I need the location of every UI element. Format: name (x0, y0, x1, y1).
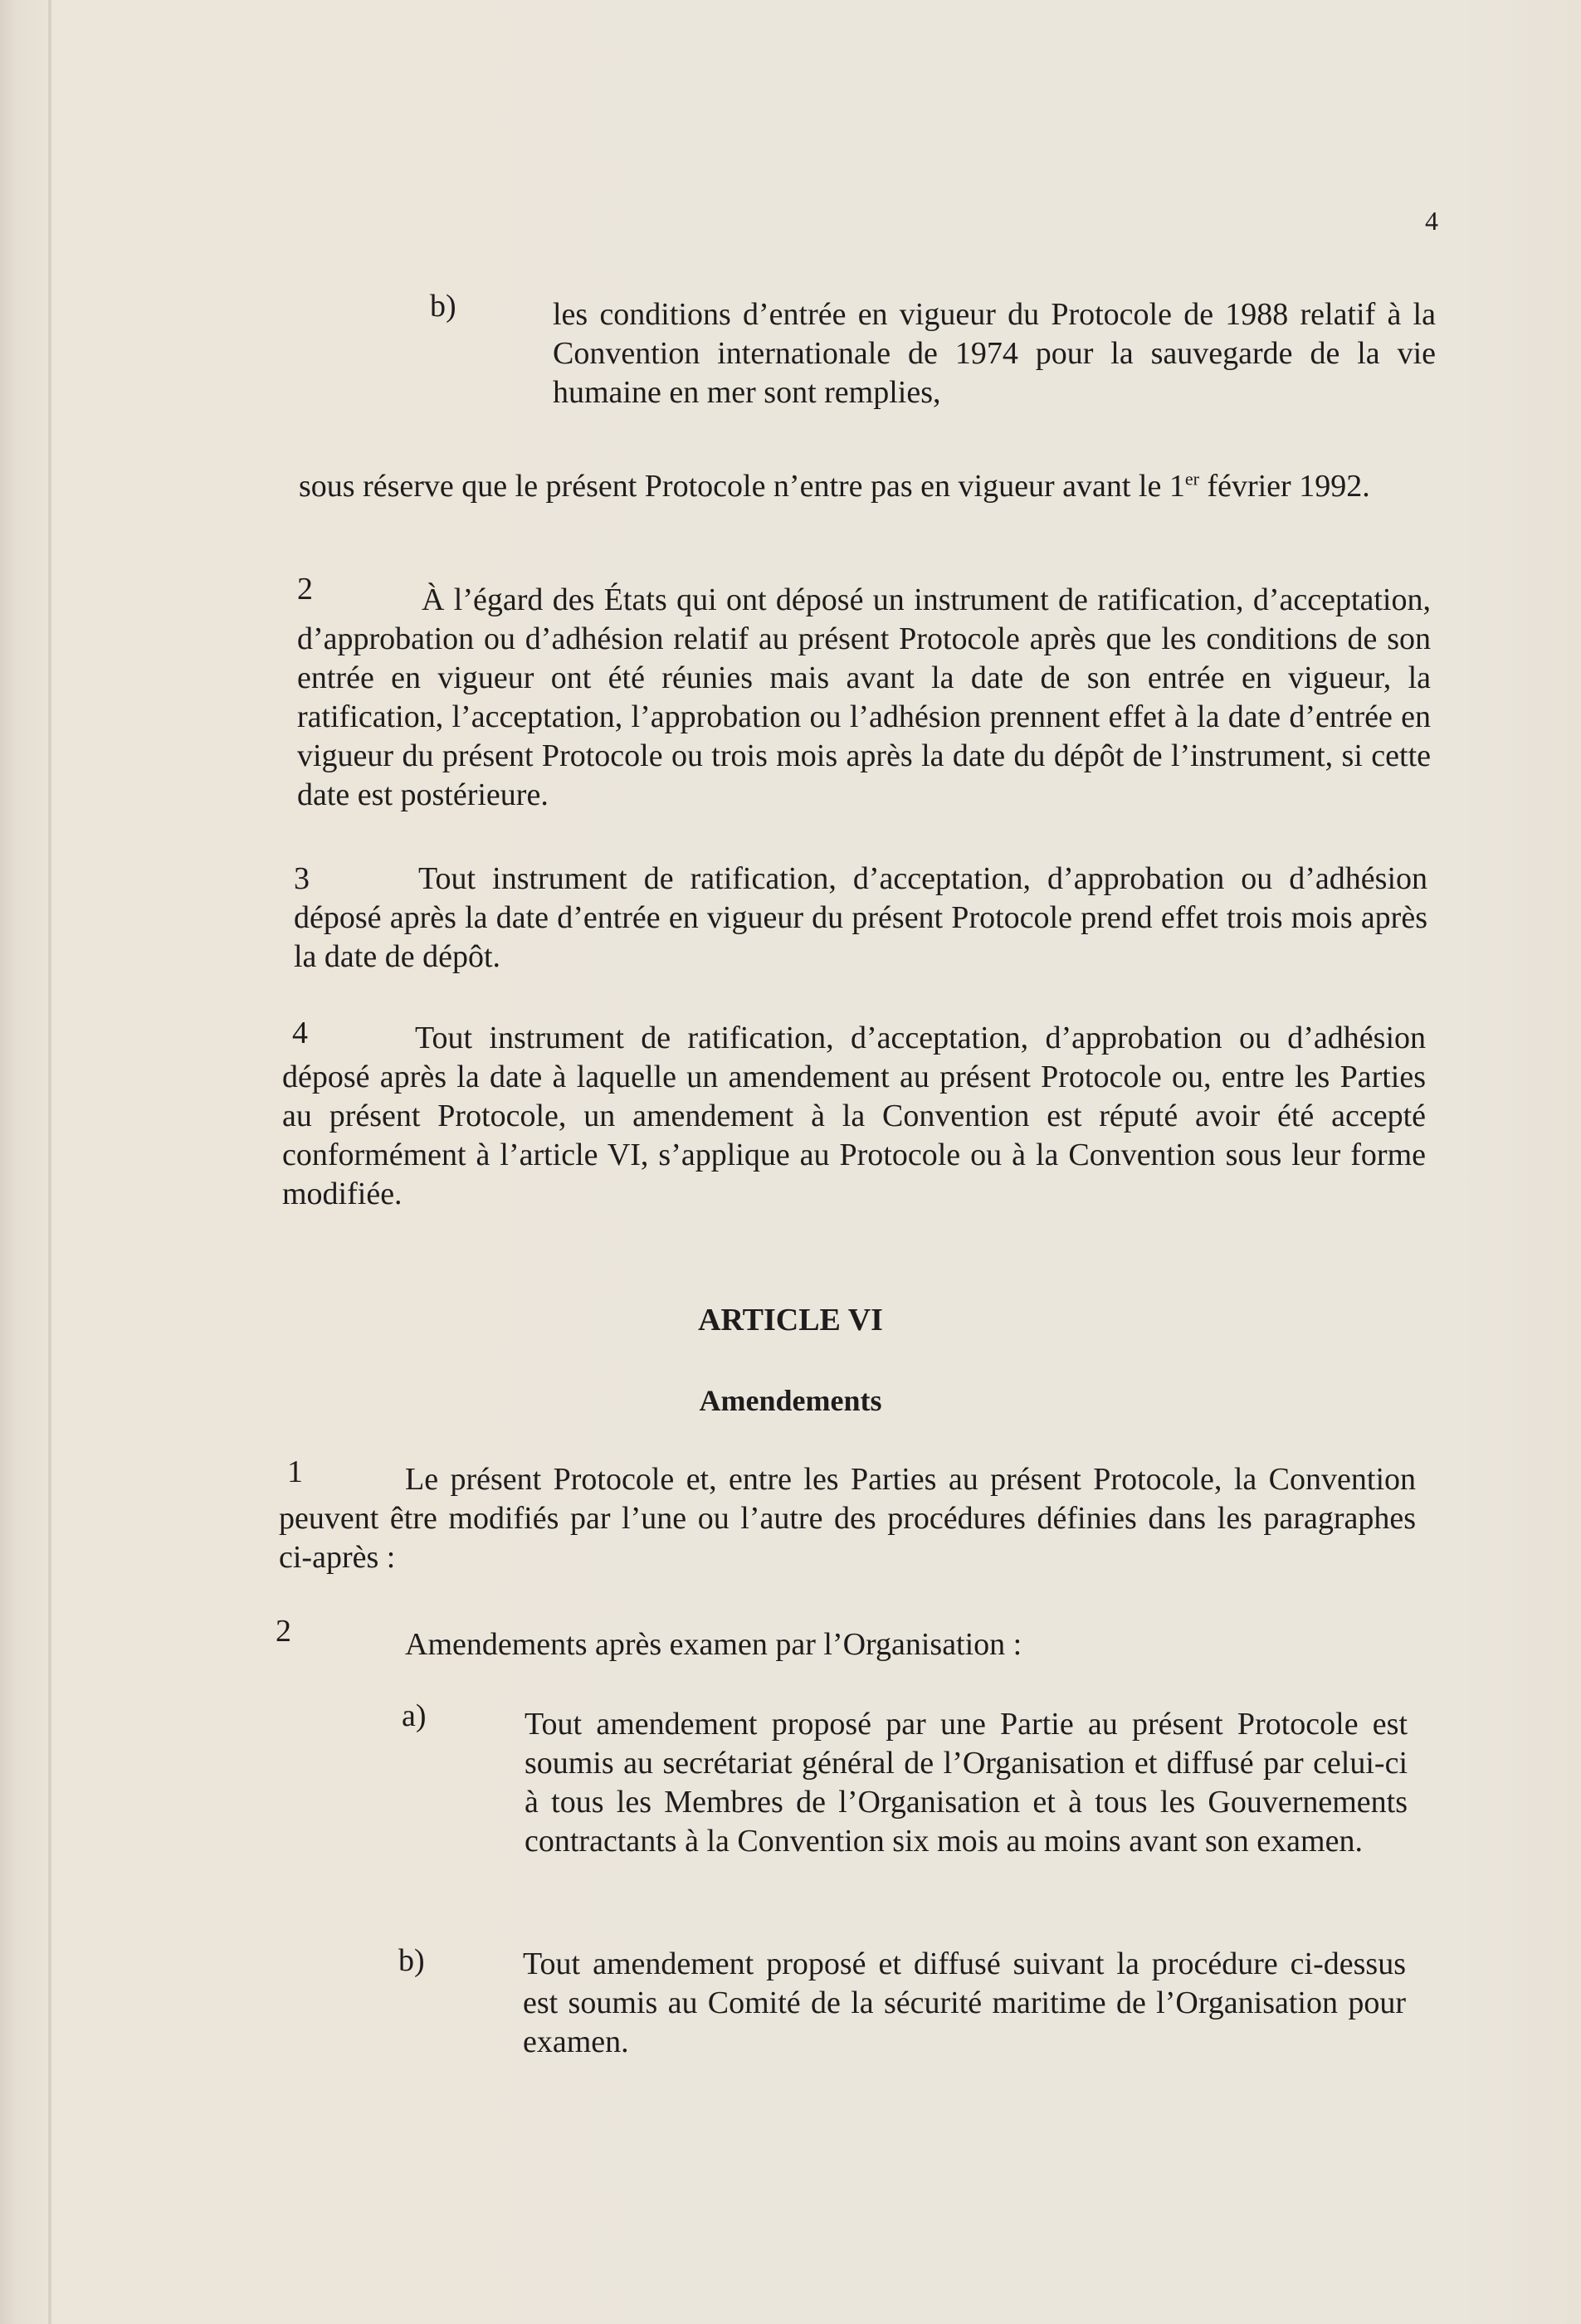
article-heading: ARTICLE VI (698, 1303, 883, 1337)
paragraph-number-3: 3 (294, 861, 310, 896)
reserve-text-after: février 1992. (1198, 469, 1370, 504)
reserve-paragraph (299, 467, 1432, 506)
paragraph-2-text: À l’égard des États qui ont déposé un instrument de ratification, d’acceptation, d’approbation ou d’adhésion relatif au présent Protocole après que les conditions de son entrée en vigueur ont été réunies mais avant la date de son entrée en vigueur, la ratification, l’acceptation, l’approbation ou l’adhésion prennent effet à la date d’entrée en vigueur du présent Protocole ou trois mois après la date du dépôt de l’instrument, si cette date est postérieure. (297, 582, 1431, 812)
sub-item-b-text: Tout amendement proposé et diffusé suivant la procédure ci-dessus est soumis au Comité de la sécurité maritime de l’Organisation pour examen. (523, 1946, 1406, 2059)
page-fold-shadow (48, 0, 51, 2324)
paragraph-4-text: Tout instrument de ratification, d’acceptation, d’approbation ou d’adhésion déposé après la date à laquelle un amendement au présent Protocole ou, entre les Parties au présent Protocole, un amendement à la Convention est réputé avoir été accepté conformément à l’article VI, s’applique au Protocole ou à la Convention sous leur forme modifiée. (282, 1021, 1426, 1211)
paragraph-number-4: 4 (292, 1016, 308, 1050)
article-paragraph-1-text: Le présent Protocole et, entre les Parties au présent Protocole, la Convention peuvent être modifiés par l’une ou l’autre des procédures définies dans les paragraphes ci-après : (279, 1462, 1416, 1575)
article-paragraph-number-2: 2 (276, 1614, 291, 1649)
item-b-top-text: les conditions d’entrée en vigueur du Protocole de 1988 relatif à la Convention internationale de 1974 pour la sauvegarde de la vie humaine en mer sont remplies, (553, 297, 1436, 410)
reserve-superscript: er (1184, 468, 1199, 490)
item-marker-b-top: b) (430, 289, 456, 324)
article-subheading: Amendements (699, 1384, 882, 1417)
paragraph-number-2: 2 (297, 572, 313, 607)
sub-item-marker-b: b) (398, 1943, 425, 1978)
article-paragraph-2-text: Amendements après examen par l’Organisation : (405, 1627, 1022, 1662)
article-paragraph-number-1: 1 (287, 1454, 303, 1489)
reserve-text-before: sous réserve que le présent Protocole n’entre pas en vigueur avant le 1 (299, 469, 1185, 504)
paragraph-3-text: Tout instrument de ratification, d’acceptation, d’approbation ou d’adhésion déposé après la date d’entrée en vigueur du présent Protocole prend effet trois mois après la date de dépôt. (294, 861, 1427, 974)
sub-item-marker-a: a) (402, 1698, 427, 1733)
sub-item-a-text: Tout amendement proposé par une Partie au présent Protocole est soumis au secrétariat général de l’Organisation et diffusé par celui-ci à tous les Membres de l’Organisation et à tous les Gouvernements contractants à la Convention six mois au moins avant son examen. (525, 1707, 1408, 1859)
page-number: 4 (1425, 206, 1438, 236)
